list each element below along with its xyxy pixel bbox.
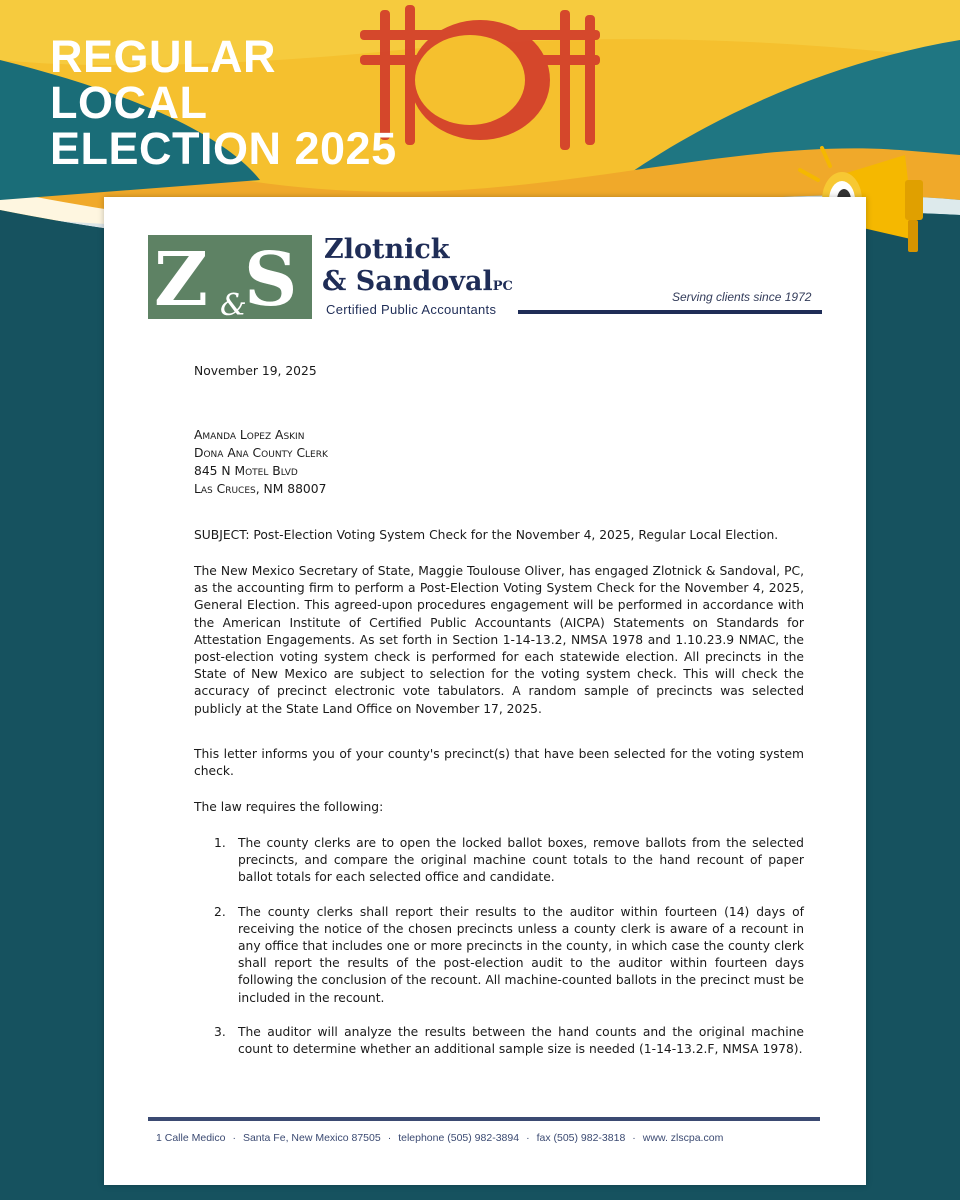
footer-separator: · (232, 1132, 236, 1144)
list-item-text: The county clerks are to open the locked ballot boxes, remove ballots from the selected precincts, and compare the original machine count totals to the hand recount of paper ballot totals for each selected office and candidate. (238, 836, 804, 885)
list-item (194, 904, 804, 1007)
list-item-number: 3. (214, 1024, 226, 1039)
letter-page (104, 197, 866, 1185)
headline-line-3: ELECTION 2025 (50, 123, 397, 174)
footer-separator: · (526, 1132, 530, 1144)
list-item-text: The auditor will analyze the results between the hand counts and the original machine count to determine whether an additional sample size is needed (1-14-13.2.F, NMSA 1978). (238, 1024, 804, 1057)
paragraph-law: The law requires the following: (194, 800, 384, 814)
footer-phone: telephone (505) 982-3894 (398, 1132, 520, 1144)
firm-name-sandoval: & Sandoval (322, 266, 493, 297)
list-item-number: 1. (214, 836, 226, 850)
headline (50, 31, 397, 174)
recipient-street: 845 N Motel Blvd (194, 464, 298, 478)
recipient-city: Las Cruces, NM 88007 (194, 482, 327, 496)
firm-name-line-2 (322, 267, 513, 302)
paragraph-selection: This letter informs you of your county's precinct(s) that have been selected for the voting system check. (194, 747, 804, 779)
recipient-name: Amanda Lopez Askin (194, 428, 305, 442)
headline-line-2: LOCAL (50, 77, 208, 128)
footer-rule (148, 1117, 820, 1121)
footer-separator: · (387, 1132, 392, 1144)
firm-suffix: PC (492, 279, 513, 294)
tagline: Serving clients since 1972 (672, 290, 812, 304)
firm-logo (148, 235, 312, 319)
footer-separator: · (632, 1132, 636, 1144)
firm-name-line-1: Zlotnick (324, 234, 450, 265)
list-item (194, 835, 804, 887)
headline-line-1: REGULAR (50, 31, 276, 82)
logo-z: Z (154, 237, 209, 319)
logo-s: S (244, 237, 298, 319)
list-item (194, 1024, 804, 1058)
recipient-title: Dona Ana County Clerk (194, 446, 328, 460)
letterhead-rule (518, 310, 822, 314)
list-item-text: The county clerks shall report their results to the auditor within fourteen (14) days of receiving the notice of the chosen precincts unless a county clerk is aware of a recount in any office that includes one or more precincts in the county, in which case the county clerk shall report the results of the post-election audit to the auditor within fourteen days following the conclusion of the recount. All machine-counted ballots in the precinct must be included in the recount. (238, 904, 804, 1005)
footer-city: Santa Fe, New Mexico 87505 (242, 1132, 381, 1144)
logo-ampersand: & (220, 288, 247, 319)
footer-fax: fax (505) 982-3818 (536, 1132, 626, 1144)
footer-website: www. zlscpa.com (642, 1132, 724, 1144)
list-item-number: 2. (214, 904, 226, 919)
requirements-list (194, 835, 804, 1075)
paragraph-engagement: The New Mexico Secretary of State, Maggie Toulouse Oliver, has engaged Zlotnick & Sandoval, PC, as the accounting firm to perform a Post-Election Voting System Check for the November 4, 2025, General Election. This agreed-upon procedures engagement will be performed in accordance with the American Institute of Certified Public Accountants (AICPA) Statements on Standards for Attestation Engagements. As set forth in Section 1-14-13.2, NMSA 1978 and 1.10.23.9 NMAC, the post-election voting system check is performed for each statewide election. All precincts in the State of New Mexico are subject to selection for the voting system check. This will check the accuracy of precinct electronic vote tabulators. A random sample of precincts was selected publicly at the State Land Office on November 17, 2025. (194, 564, 804, 716)
letter-date: November 19, 2025 (194, 364, 317, 378)
firm-subtitle: Certified Public Accountants (326, 302, 497, 317)
letter-subject: SUBJECT: Post-Election Voting System Check for the November 4, 2025, Regular Local Election. (194, 528, 779, 542)
recipient-address (194, 427, 804, 499)
footer-address: 1 Calle Medico (156, 1132, 226, 1144)
letter-footer (156, 1132, 826, 1144)
